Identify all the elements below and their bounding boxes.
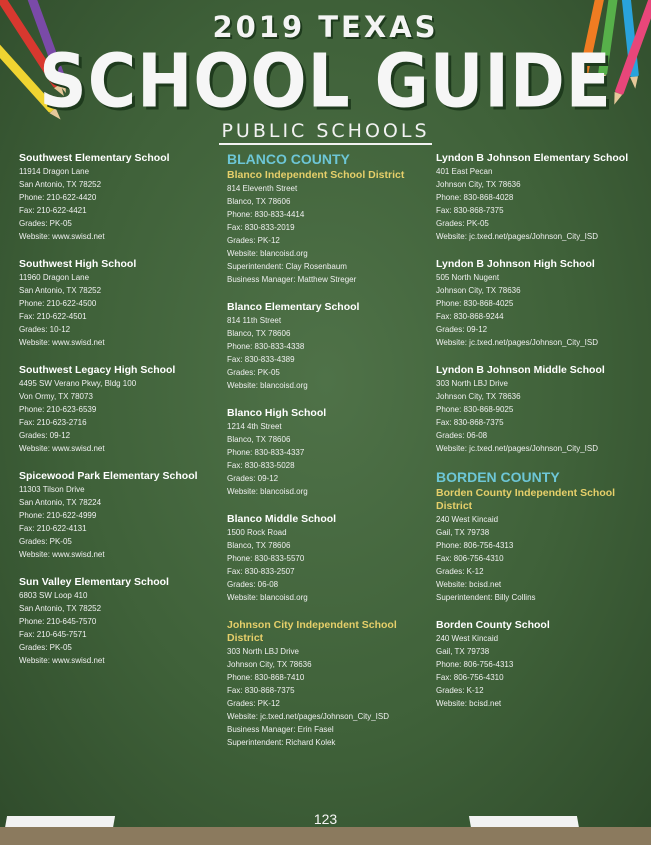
listing-detail: Blanco, TX 78606 [227,540,291,550]
listing-detail: Website: blancoisd.org [227,380,308,390]
listing-detail: 1500 Rock Road [227,527,287,537]
listing-detail: Website: www.swisd.net [19,337,105,347]
listing-detail: Superintendent: Richard Kolek [227,737,336,747]
district-listing [227,169,432,286]
listing-detail: Grades: PK-05 [19,642,72,652]
school-name: Lyndon B Johnson Elementary School [436,152,629,164]
listing-detail: Grades: PK-05 [19,218,72,228]
listing-detail: Grades: PK-05 [436,218,489,228]
school-name: Borden County School [436,619,550,631]
listing-detail: Fax: 210-622-4501 [19,311,87,321]
listing-detail: Fax: 210-623-2716 [19,417,87,427]
listing-detail: Blanco, TX 78606 [227,434,291,444]
section-heading-text: PUBLIC SCHOOLS [219,120,431,145]
school-listing [19,152,219,243]
school-listing [436,619,646,710]
listing-detail: 1214 4th Street [227,421,282,431]
listing-detail: Fax: 806-756-4310 [436,553,504,563]
school-listing [227,301,432,392]
listing-detail: Phone: 210-622-4420 [19,192,97,202]
listing-detail: Fax: 830-833-2019 [227,222,295,232]
school-listing [436,152,646,243]
school-name: Southwest High School [19,258,137,270]
school-name: Sun Valley Elementary School [19,576,169,588]
listing-detail: Phone: 210-623-6539 [19,404,97,414]
chalk-ledge [0,827,651,845]
listing-detail: 6803 SW Loop 410 [19,590,88,600]
listing-detail: Superintendent: Clay Rosenbaum [227,261,347,271]
school-name: Blanco Elementary School [227,301,360,313]
listing-detail: Phone: 806-756-4313 [436,540,514,550]
listing-detail: Johnson City, TX 78636 [436,285,521,295]
county-heading: BLANCO COUNTY [227,151,350,167]
listing-detail: Website: jc.txed.net/pages/Johnson_City_ISD [436,443,599,453]
listing-detail: 11303 Tilson Drive [19,484,85,494]
listing-detail: Grades: PK-12 [227,235,280,245]
page-header [0,0,651,150]
listing-detail: Blanco, TX 78606 [227,328,291,338]
listing-detail: Phone: 830-833-4414 [227,209,305,219]
listing-detail: 4495 SW Verano Pkwy, Bldg 100 [19,378,137,388]
listing-detail: San Antonio, TX 78224 [19,497,102,507]
listing-detail: Fax: 830-868-7375 [436,205,504,215]
listing-column-2 [227,152,432,764]
listing-detail: 814 Eleventh Street [227,183,298,193]
listing-detail: Superintendent: Billy Collins [436,592,536,602]
listing-detail: Website: www.swisd.net [19,549,105,559]
listing-detail: Website: jc.txed.net/pages/Johnson_City_ISD [436,231,599,241]
listing-detail: 505 North Nugent [436,272,500,282]
listing-detail: Website: www.swisd.net [19,231,105,241]
county-heading: BORDEN COUNTY [436,469,560,485]
school-listing [19,364,219,455]
listing-detail: Business Manager: Matthew Streger [227,274,357,284]
school-name: Lyndon B Johnson High School [436,258,595,270]
listing-detail: San Antonio, TX 78252 [19,285,102,295]
listing-detail: Johnson City, TX 78636 [227,659,312,669]
listing-detail: Phone: 210-622-4500 [19,298,97,308]
listing-column-3 [436,152,646,725]
year-heading: 2019 TEXAS [212,10,439,44]
listing-detail: Phone: 830-833-4337 [227,447,305,457]
listing-detail: Grades: PK-12 [227,698,280,708]
listing-detail: Fax: 830-868-7375 [227,685,295,695]
listing-detail: Website: jc.txed.net/pages/Johnson_City_ISD [227,711,390,721]
listing-detail: Johnson City, TX 78636 [436,179,521,189]
listing-detail: Fax: 830-868-7375 [436,417,504,427]
listing-detail: Fax: 210-622-4131 [19,523,87,533]
listing-detail: San Antonio, TX 78252 [19,179,102,189]
listing-detail: Website: bcisd.net [436,698,502,708]
listing-detail: Website: blancoisd.org [227,592,308,602]
guide-title: SCHOOL GUIDE [39,38,612,125]
listing-detail: Website: jc.txed.net/pages/Johnson_City_ISD [436,337,599,347]
listing-detail: Website: blancoisd.org [227,486,308,496]
listing-detail: 11914 Dragon Lane [19,166,90,176]
district-name: Blanco Independent School District [227,169,405,181]
listing-detail: Phone: 830-868-4025 [436,298,514,308]
school-listing [227,407,432,498]
listing-detail: Grades: K-12 [436,566,484,576]
school-listing [436,364,646,455]
listing-detail: Fax: 830-833-2507 [227,566,295,576]
school-name: Southwest Legacy High School [19,364,176,376]
listing-detail: 814 11th Street [227,315,282,325]
listing-detail: Phone: 830-868-7410 [227,672,305,682]
listing-detail: Phone: 830-833-4338 [227,341,305,351]
listing-detail: 240 West Kincaid [436,633,499,643]
school-name: Blanco Middle School [227,513,337,525]
listing-detail: Gail, TX 79738 [436,646,490,656]
listing-detail: 401 East Pecan [436,166,493,176]
listing-detail: Gail, TX 79738 [436,527,490,537]
school-listing [436,258,646,349]
school-listing [19,258,219,349]
listing-detail: Fax: 830-833-5028 [227,460,295,470]
listing-detail: Phone: 830-868-9025 [436,404,514,414]
district-name: Johnson City Independent School District [227,619,397,644]
school-listing [227,513,432,604]
listing-detail: Fax: 210-622-4421 [19,205,87,215]
listing-detail: 303 North LBJ Drive [227,646,299,656]
district-listing [227,619,432,749]
listing-detail: Grades: 09-12 [227,473,279,483]
listing-detail: Grades: 09-12 [19,430,71,440]
school-listing [19,470,219,561]
listing-column-1 [19,152,219,682]
listing-detail: Website: www.swisd.net [19,443,105,453]
listing-detail: Phone: 830-868-4028 [436,192,514,202]
listing-detail: Fax: 830-868-9244 [436,311,504,321]
school-name: Spicewood Park Elementary School [19,470,198,482]
listing-detail: Business Manager: Erin Fasel [227,724,334,734]
section-heading [0,120,651,145]
listing-detail: Website: blancoisd.org [227,248,308,258]
listing-detail: San Antonio, TX 78252 [19,603,102,613]
listing-detail: Grades: 10-12 [19,324,71,334]
listing-detail: Grades: PK-05 [19,536,72,546]
listing-detail: Grades: 06-08 [227,579,279,589]
listing-detail: Fax: 806-756-4310 [436,672,504,682]
listing-detail: Grades: PK-05 [227,367,280,377]
listing-detail: Johnson City, TX 78636 [436,391,521,401]
listing-detail: Website: www.swisd.net [19,655,105,665]
listing-detail: 11960 Dragon Lane [19,272,90,282]
school-name: Southwest Elementary School [19,152,170,164]
listing-detail: Website: bcisd.net [436,579,502,589]
listing-detail: Grades: K-12 [436,685,484,695]
school-listing [19,576,219,667]
listing-detail: Phone: 210-645-7570 [19,616,97,626]
school-name: Lyndon B Johnson Middle School [436,364,605,376]
listing-detail: Blanco, TX 78606 [227,196,291,206]
listing-detail: Grades: 06-08 [436,430,488,440]
listing-detail: Fax: 210-645-7571 [19,629,87,639]
listing-detail: Fax: 830-833-4389 [227,354,295,364]
listing-detail: Grades: 09-12 [436,324,488,334]
listing-detail: Von Ormy, TX 78073 [19,391,93,401]
listing-detail: 240 West Kincaid [436,514,499,524]
school-name: Blanco High School [227,407,327,419]
listing-detail: Phone: 806-756-4313 [436,659,514,669]
page-number: 123 [313,811,338,827]
listing-detail: Phone: 210-622-4999 [19,510,97,520]
listing-detail: 303 North LBJ Drive [436,378,508,388]
district-name: Borden County Independent School District [436,487,616,512]
district-listing [436,487,646,604]
listing-detail: Phone: 830-833-5570 [227,553,305,563]
